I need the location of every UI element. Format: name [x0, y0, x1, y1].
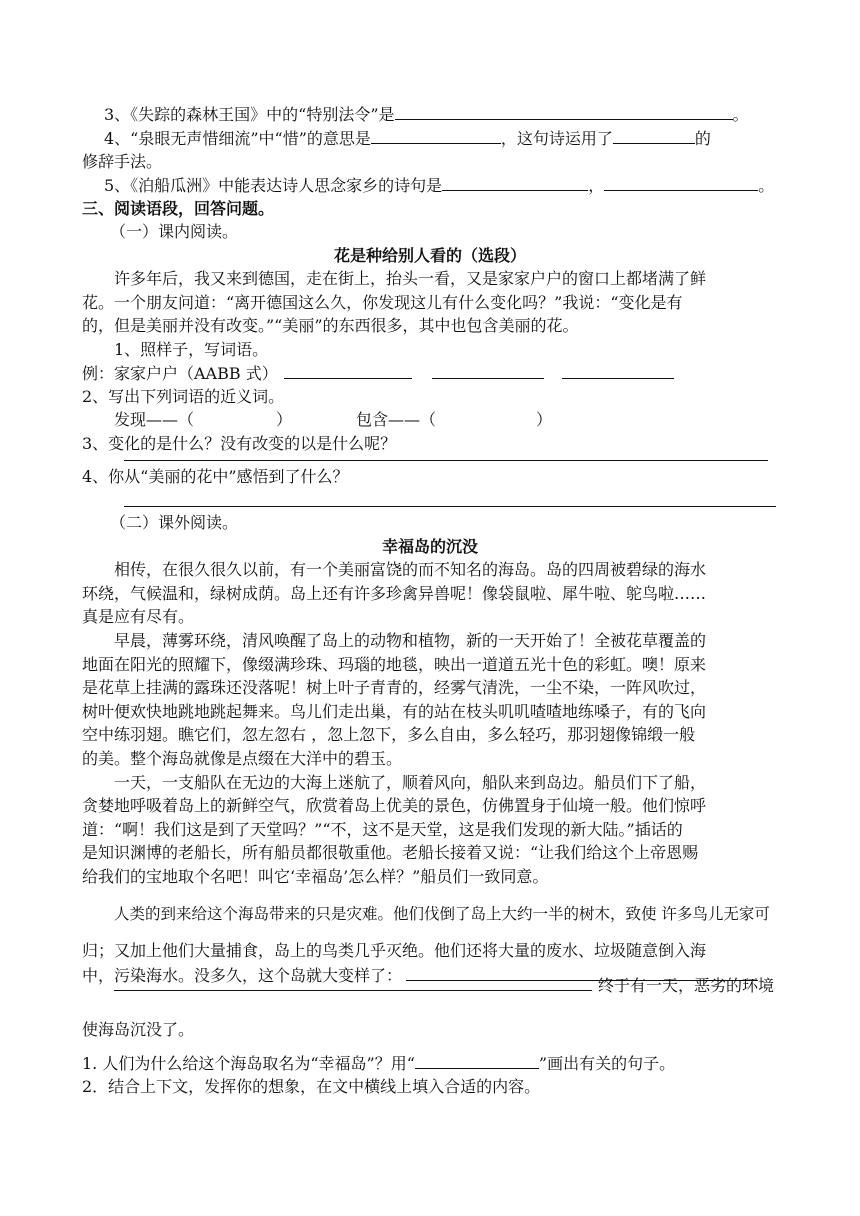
- passage-line: 的美。整个海岛就像是点缀在大洋中的碧玉。: [82, 749, 403, 768]
- punct: 。: [758, 176, 775, 195]
- reading-question-2: 2．结合上下文，发挥你的想象，在文中横线上填入合适的内容。: [82, 1077, 541, 1096]
- answer-blank[interactable]: [415, 1052, 539, 1069]
- passage-text: 中，污染海水。没多久，这个岛就大变样了：: [82, 966, 403, 985]
- question-2-items: [114, 409, 552, 431]
- passage-line: 使海岛沉没了。: [82, 1020, 195, 1039]
- answer-blank[interactable]: [395, 103, 733, 120]
- passage-line: 人类的到来给这个海岛带来的只是灾难。他们伐倒了岛上大约一半的树木，致使 许多鸟儿无家可: [114, 905, 770, 923]
- answer-blank[interactable]: [562, 362, 674, 379]
- fill-item-3-text: 3、《失踪的森林王国》中的“特别法令”是: [104, 105, 395, 124]
- answer-blank[interactable]: [114, 974, 592, 991]
- punct: 。: [732, 105, 749, 124]
- reading-question-1: [82, 1052, 675, 1075]
- answer-line[interactable]: [124, 506, 776, 507]
- answer-blank[interactable]: [604, 174, 758, 191]
- passage-line: 空中练羽翅。瞧它们，忽左忽右 ，忽上忽下，多么自由，多么轻巧，那羽翅像锦缎一般: [82, 725, 696, 744]
- fill-item-3: [104, 103, 749, 126]
- answer-blank[interactable]: [432, 362, 544, 379]
- question-text: ”画出有关的句子。: [538, 1054, 676, 1073]
- passage-line: 环绕，气候温和，绿树成荫。岛上还有许多珍禽异兽呢！像袋鼠啦、犀牛啦、鸵鸟啦……: [82, 584, 707, 603]
- fill-item-4-text: 4、“泉眼无声惜细流”中“惜”的意思是: [104, 129, 371, 148]
- passage-line: 是知识渊博的老船长，所有船员都很敬重他。老船长接着又说：“让我们给这个上帝恩赐: [82, 843, 699, 862]
- fill-item-4-mid: ，这句诗运用了: [500, 129, 613, 148]
- passage-line: 树叶便欢快地跳地跳起舞来。鸟儿们走出巢，有的站在枝头叽叽喳喳地练嗓子，有的飞向: [82, 702, 707, 721]
- question-2: 2、写出下列词语的近义词。: [82, 387, 285, 406]
- passage-title: 花是种给别人看的（选段）: [333, 246, 526, 265]
- answer-blank[interactable]: [442, 174, 588, 191]
- synonym-item: 包含——（: [356, 410, 437, 429]
- example-text: 例：家家户户（AABB 式）: [82, 364, 278, 383]
- question-1-example: [82, 362, 674, 385]
- answer-blank[interactable]: [613, 127, 695, 144]
- passage-line: 贪婪地呼吸着岛上的新鲜空气，欣赏着岛上优美的景色，仿佛置身于仙境一般。他们惊呼: [82, 796, 707, 815]
- passage-line: 花。一个朋友问道：“离开德国这么久，你发现这儿有什么变化吗？”我说：“变化是有: [82, 293, 683, 312]
- passage-line: 的，但是美丽并没有改变。”“美丽”的东西很多，其中也包含美丽的花。: [82, 316, 579, 335]
- answer-line[interactable]: [124, 460, 768, 461]
- punct: ）: [276, 410, 293, 429]
- passage-line: 相传，在很久很久以前，有一个美丽富饶的而不知名的海岛。岛的四周被碧绿的海水: [114, 560, 707, 579]
- answer-blank[interactable]: [284, 362, 412, 379]
- synonym-item: 发现——（: [114, 410, 195, 429]
- passage-line: 归；又加上他们大量捕食，岛上的鸟类几乎灭绝。他们还将大量的废水、垃圾随意倒入海: [82, 941, 707, 960]
- punct: ）: [536, 410, 553, 429]
- passage-line: 地面在阳光的照耀下，像缀满珍珠、玛瑙的地毯，映出一道道五光十色的彩虹。噢！原来: [82, 655, 707, 674]
- question-1: 1、照样子，写词语。: [114, 340, 269, 359]
- section-heading: 三、阅读语段，回答问题。: [82, 199, 275, 218]
- answer-blank[interactable]: [371, 127, 501, 144]
- passage-title: 幸福岛的沉没: [381, 537, 478, 556]
- passage-line: 真是应有尽有。: [82, 607, 195, 626]
- passage-line: 许多年后，我又来到德国，走在街上，抬头一看，又是家家户户的窗口上都堵满了鲜: [114, 269, 707, 288]
- fill-item-4-end: 的: [694, 129, 711, 148]
- fill-item-4: [104, 127, 711, 150]
- passage-line: 是花草上挂满的露珠还没落呢！树上叶子青青的，经雾气清洗，一尘不染，一阵风吹过，: [82, 678, 707, 697]
- passage-line: 给我们的宝地取个名吧！叫它‘幸福岛’怎么样？”船员们一致同意。: [82, 867, 549, 886]
- passage-line: 一天，一支船队在无边的大海上迷航了，顺着风向，船队来到岛边。船员们下了船，: [114, 773, 707, 792]
- question-text: 1. 人们为什么给这个海岛取名为“幸福岛”？用“: [82, 1054, 415, 1073]
- punct: ，: [588, 176, 605, 195]
- passage-text: 终于有一天，恶劣的环境: [598, 976, 775, 995]
- fill-item-5: [104, 174, 774, 197]
- fill-item-5-text: 5、《泊船瓜洲》中能表达诗人思念家乡的诗句是: [104, 176, 443, 195]
- passage-line: [114, 974, 774, 997]
- passage-line: 道：“啊！我们这是到了天堂吗？”“不，这不是天堂，这是我们发现的新大陆。”插话的: [82, 820, 683, 839]
- part-label: （一）课内阅读。: [110, 222, 239, 241]
- passage-line: 早晨，薄雾环绕，清风唤醒了岛上的动物和植物，新的一天开始了！全被花草覆盖的: [114, 631, 707, 650]
- fill-item-4-cont: 修辞手法。: [82, 152, 163, 171]
- question-3: 3、变化的是什么？没有改变的以是什么呢？: [82, 434, 397, 453]
- question-4: 4、你从“美丽的花中”感悟到了什么？: [82, 467, 349, 486]
- part-label: （二）课外阅读。: [110, 513, 239, 532]
